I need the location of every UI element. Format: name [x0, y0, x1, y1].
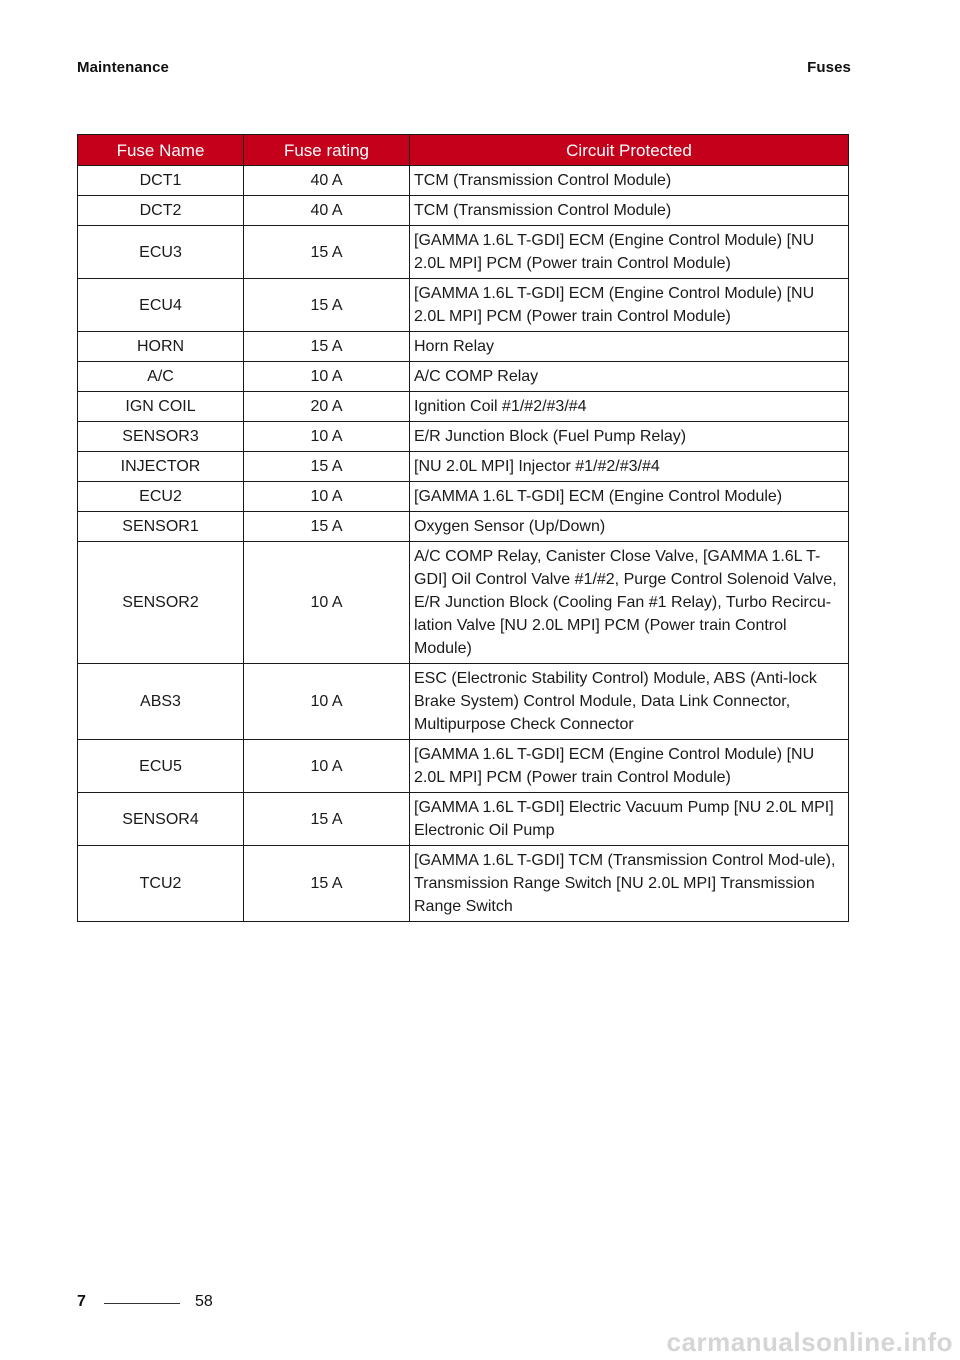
fuse-rating-cell: 40 A: [244, 196, 410, 226]
fuse-name-cell: ABS3: [78, 664, 244, 740]
fuse-rating-cell: 15 A: [244, 279, 410, 332]
column-header-circuit-protected: Circuit Protected: [410, 135, 849, 166]
table-row: [78, 196, 849, 226]
fuse-rating-cell: 15 A: [244, 846, 410, 922]
column-header-fuse-name: Fuse Name: [78, 135, 244, 166]
fuse-rating-cell: 15 A: [244, 332, 410, 362]
table-row: [78, 846, 849, 922]
fuse-name-cell: ECU5: [78, 740, 244, 793]
circuit-protected-cell: ESC (Electronic Stability Control) Module, ABS (Anti-lock Brake System) Control Module, Data Link Connector, Multipurpose Check Connector: [410, 664, 849, 740]
table-row: [78, 740, 849, 793]
fuse-rating-cell: 10 A: [244, 422, 410, 452]
fuse-rating-cell: 40 A: [244, 166, 410, 196]
circuit-protected-cell: [NU 2.0L MPI] Injector #1/#2/#3/#4: [410, 452, 849, 482]
fuse-rating-cell: 15 A: [244, 452, 410, 482]
circuit-protected-cell: [GAMMA 1.6L T-GDI] ECM (Engine Control Module): [410, 482, 849, 512]
fuse-name-cell: SENSOR4: [78, 793, 244, 846]
circuit-protected-cell: Ignition Coil #1/#2/#3/#4: [410, 392, 849, 422]
circuit-protected-cell: E/R Junction Block (Fuel Pump Relay): [410, 422, 849, 452]
table-row: [78, 279, 849, 332]
fuse-rating-cell: 20 A: [244, 392, 410, 422]
chapter-number: 7: [77, 1293, 86, 1310]
fuse-rating-cell: 10 A: [244, 362, 410, 392]
fuse-name-cell: SENSOR1: [78, 512, 244, 542]
fuse-name-cell: SENSOR3: [78, 422, 244, 452]
circuit-protected-cell: Oxygen Sensor (Up/Down): [410, 512, 849, 542]
table-row: [78, 226, 849, 279]
footer-divider: [104, 1303, 180, 1304]
fuse-name-cell: SENSOR2: [78, 542, 244, 664]
column-header-fuse-rating: Fuse rating: [244, 135, 410, 166]
circuit-protected-cell: TCM (Transmission Control Module): [410, 196, 849, 226]
fuse-name-cell: INJECTOR: [78, 452, 244, 482]
fuse-name-cell: ECU3: [78, 226, 244, 279]
fuse-name-cell: ECU2: [78, 482, 244, 512]
fuse-name-cell: DCT1: [78, 166, 244, 196]
fuse-name-cell: A/C: [78, 362, 244, 392]
table-row: [78, 542, 849, 664]
fuse-rating-cell: 10 A: [244, 740, 410, 793]
fuse-rating-cell: 10 A: [244, 664, 410, 740]
table-row: [78, 793, 849, 846]
circuit-protected-cell: [GAMMA 1.6L T-GDI] ECM (Engine Control Module) [NU 2.0L MPI] PCM (Power train Control Module): [410, 226, 849, 279]
table-row: [78, 512, 849, 542]
table-row: [78, 482, 849, 512]
circuit-protected-cell: TCM (Transmission Control Module): [410, 166, 849, 196]
table-row: [78, 422, 849, 452]
topic-title: Fuses: [807, 59, 851, 76]
fuse-name-cell: ECU4: [78, 279, 244, 332]
page-number: 58: [195, 1293, 213, 1310]
circuit-protected-cell: [GAMMA 1.6L T-GDI] Electric Vacuum Pump [NU 2.0L MPI] Electronic Oil Pump: [410, 793, 849, 846]
table-row: [78, 392, 849, 422]
fuse-name-cell: DCT2: [78, 196, 244, 226]
fuse-rating-cell: 15 A: [244, 512, 410, 542]
section-title: Maintenance: [77, 59, 169, 76]
fuse-table: [77, 134, 849, 922]
fuse-rating-cell: 15 A: [244, 793, 410, 846]
fuse-name-cell: IGN COIL: [78, 392, 244, 422]
circuit-protected-cell: Horn Relay: [410, 332, 849, 362]
circuit-protected-cell: [GAMMA 1.6L T-GDI] TCM (Transmission Control Mod-ule), Transmission Range Switch [NU 2.0L MPI] Transmission Range Switch: [410, 846, 849, 922]
table-row: [78, 362, 849, 392]
fuse-rating-cell: 10 A: [244, 542, 410, 664]
circuit-protected-cell: A/C COMP Relay, Canister Close Valve, [GAMMA 1.6L T-GDI] Oil Control Valve #1/#2, Purge Control Solenoid Valve, E/R Junction Block (Cooling Fan #1 Relay), Turbo Recircu-lation Valve [NU 2.0L MPI] PCM (Power train Control Module): [410, 542, 849, 664]
table-row: [78, 664, 849, 740]
table-row: [78, 452, 849, 482]
circuit-protected-cell: [GAMMA 1.6L T-GDI] ECM (Engine Control Module) [NU 2.0L MPI] PCM (Power train Control Module): [410, 279, 849, 332]
circuit-protected-cell: [GAMMA 1.6L T-GDI] ECM (Engine Control Module) [NU 2.0L MPI] PCM (Power train Control Module): [410, 740, 849, 793]
fuse-name-cell: HORN: [78, 332, 244, 362]
watermark: carmanualsonline.info: [666, 1327, 953, 1357]
fuse-rating-cell: 15 A: [244, 226, 410, 279]
circuit-protected-cell: A/C COMP Relay: [410, 362, 849, 392]
fuse-name-cell: TCU2: [78, 846, 244, 922]
table-row: [78, 332, 849, 362]
table-row: [78, 166, 849, 196]
fuse-rating-cell: 10 A: [244, 482, 410, 512]
table-header-row: [78, 135, 849, 166]
